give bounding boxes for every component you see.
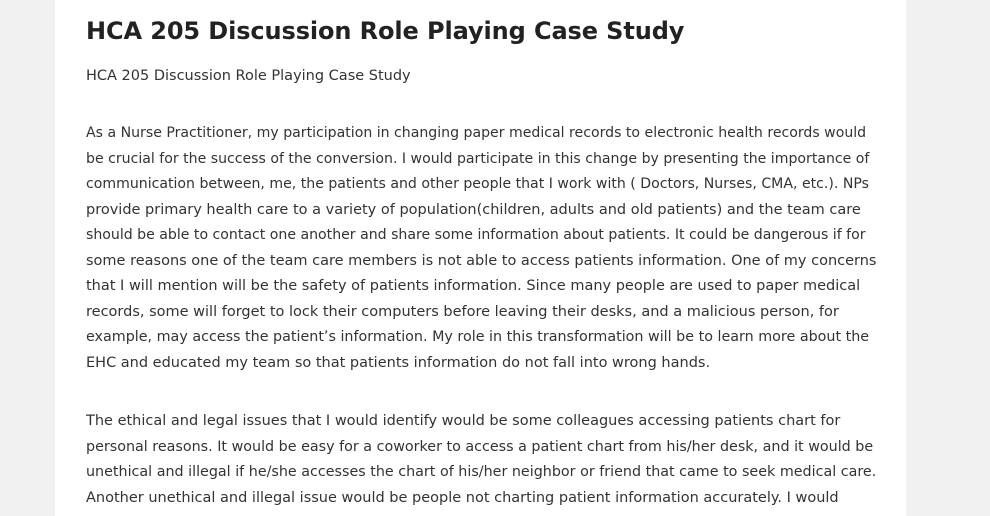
- paragraph-1: [86, 121, 876, 376]
- page-title: HCA 205 Discussion Role Playing Case Study: [86, 17, 685, 45]
- paragraph-line: some reasons one of the team care members is not able to access patients information. One of my concerns: [86, 252, 877, 269]
- article-subtitle: HCA 205 Discussion Role Playing Case Study: [86, 68, 411, 84]
- paragraph-line: that I will mention will be the safety of patients information. Since many people are used to paper medical: [86, 278, 861, 294]
- paragraph-line: personal reasons. It would be easy for a coworker to access a patient chart from his/her desk, and it would be: [86, 438, 874, 455]
- paragraph-line: example, may access the patient’s information. My role in this transformation will be to learn more about the: [86, 329, 870, 345]
- paragraph-line: records, some will forget to lock their computers before leaving their desks, and a malicious person, for: [86, 303, 839, 320]
- article-page: [55, 0, 906, 516]
- paragraph-line: As a Nurse Practitioner, my participation in changing paper medical records to electronic health records would: [86, 125, 867, 141]
- paragraph-line: be crucial for the success of the conversion. I would participate in this change by presenting the importance of: [86, 150, 870, 167]
- paragraph-line: The ethical and legal issues that I would identify would be some colleagues accessing patients chart for: [86, 413, 841, 429]
- paragraph-line: EHC and educated my team so that patients information do not fall into wrong hands.: [86, 354, 711, 371]
- paragraph-line: should be able to contact one another and share some information about patients. It could be dangerous if for: [86, 227, 866, 243]
- paragraph-line: Another unethical and illegal issue would be people not charting patient information accurately. I would: [86, 489, 839, 506]
- paragraph-line: unethical and illegal if he/she accesses the chart of his/her neighbor or friend that came to seek medical care.: [86, 464, 877, 480]
- paragraph-line: communication between, me, the patients and other people that I work with ( Doctors, Nurses, CMA, etc.). NPs: [86, 176, 869, 192]
- paragraph-line: provide primary health care to a variety of population(children, adults and old patients) and the team care: [86, 201, 861, 218]
- paragraph-2: [86, 409, 876, 511]
